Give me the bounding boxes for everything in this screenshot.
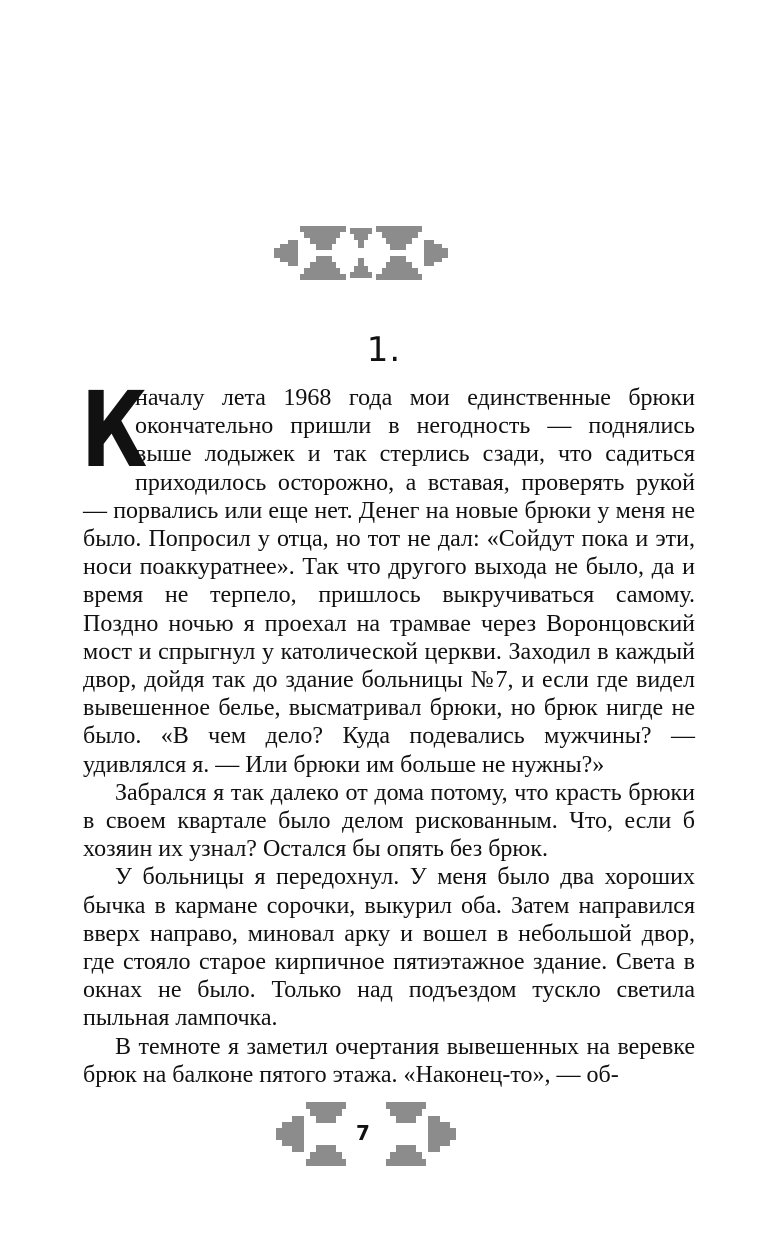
chapter-body (81, 369, 695, 1089)
drop-cap: К (81, 369, 148, 491)
paragraph-2: Забрался я так далеко от дома потому, что красть брюки в своем квартале было делом рискованным. Что, если б хозяин их узнал? Остался бы опять без брюк. (83, 779, 695, 863)
paragraph-4: В темноте я заметил очертания вывешенных на веревке брюк на балконе пятого этажа. «Наконец-то», — об- (83, 1033, 695, 1088)
ornament-top-icon (274, 222, 448, 284)
paragraph-1-text: началу лета 1968 года мои единственные брюки окончательно пришли в негодность — поднялись выше лодыжек и так стерлись сзади, что садиться приходилось осторожно, а вставая, проверять рукой — порвались или еще нет. Денег на новые брюки у меня не было. Попросил у отца, но тот не дал: «Сойдут пока и эти, носи поаккуратнее». Так что другого выхода не было, да и время не терпело, пришлось выкручиваться самому. Поздно ночью я проехал на трамвае через Воронцовский мост и спрыгнул у католической церкви. Заходил в каждый двор, дойдя так до здание больницы №7, и если где видел вывешенное белье, высматривал брюки, но брюк нигде не было. «В чем дело? Куда подевались мужчины? — удивлялся я. — Или брюки им больше не нужны?» (83, 385, 695, 778)
paragraph-3: У больницы я передохнул. У меня было два хороших бычка в кармане сорочки, выкурил оба. Затем направился вверх направо, миновал арку и вошел в небольшой двор, где стояло старое кирпичное пятиэтажное здание. Света в окнах не было. Только над подъездом тускло светила пыльная лампочка. (83, 864, 695, 1032)
page-number: 7 (356, 1121, 370, 1145)
chapter-number: 1. (366, 330, 402, 370)
paragraph-1 (81, 369, 695, 779)
